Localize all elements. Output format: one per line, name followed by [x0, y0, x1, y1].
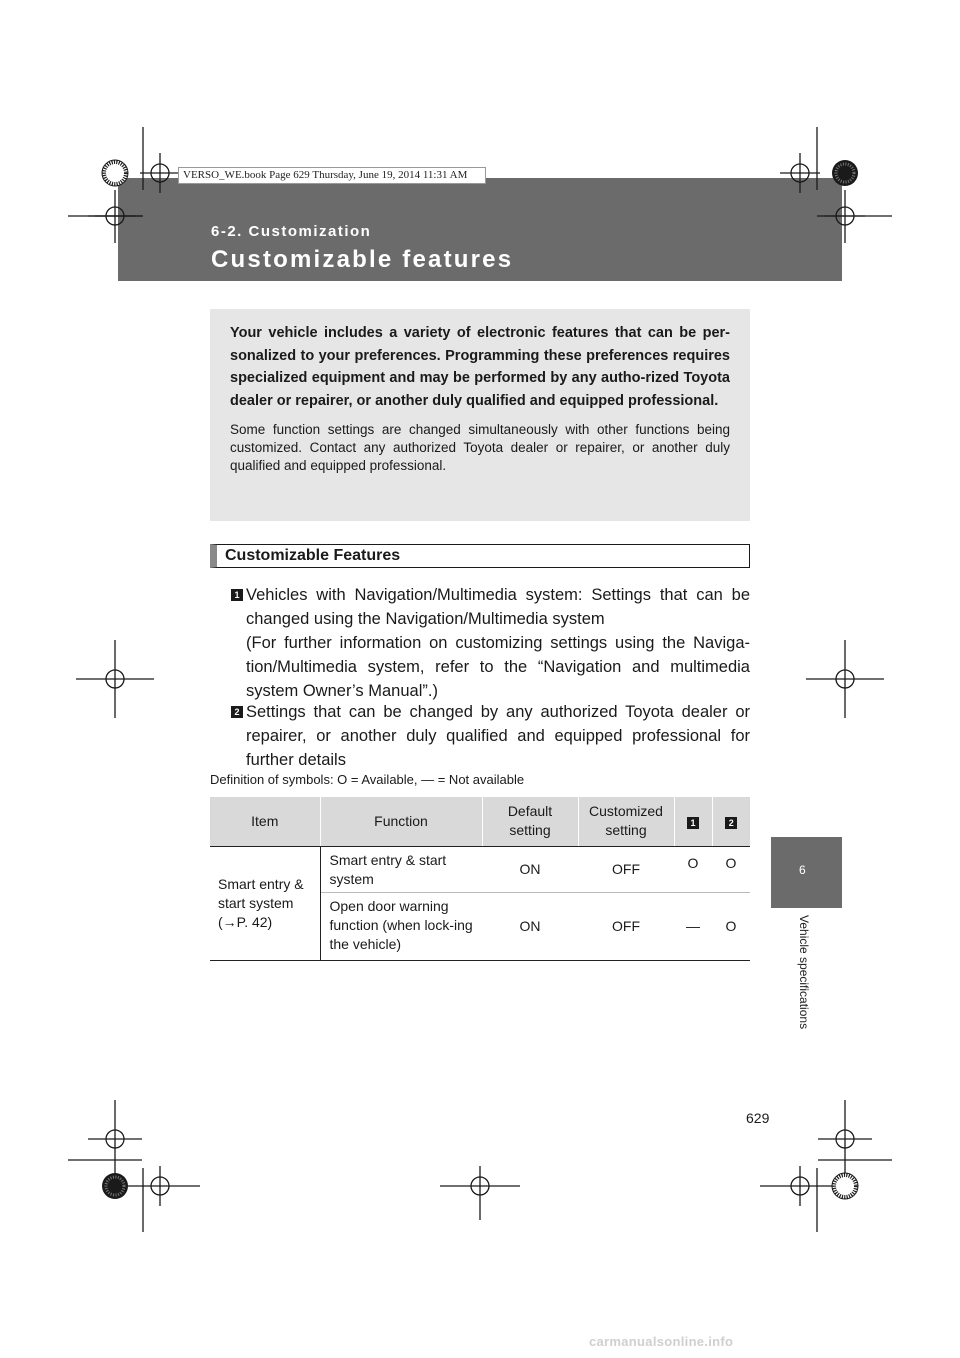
cell-col1: —	[674, 892, 712, 960]
header-col1	[674, 797, 712, 846]
features-table	[210, 797, 750, 961]
legend-text: Settings that can be changed by any authorized Toyota dealer or repairer, or another duly qualified and equipped professional for further details	[246, 703, 750, 769]
cell-default: ON	[482, 846, 578, 892]
section-label: 6-2. Customization	[211, 223, 372, 240]
header-col2	[712, 797, 750, 846]
header-customized: Customized setting	[578, 797, 674, 846]
cell-col2: O	[712, 846, 750, 892]
table-row	[210, 846, 750, 892]
header-item: Item	[210, 797, 320, 846]
cell-col1: O	[674, 846, 712, 892]
cell-function: Smart entry & start system	[320, 846, 482, 892]
badge-2-icon: 2	[231, 706, 243, 718]
page-number: 629	[746, 1110, 770, 1126]
table-header-row	[210, 797, 750, 846]
legend-text: Vehicles with Navigation/Multimedia system: Settings that can be changed using the Navigation/Multimedia system	[246, 586, 750, 628]
badge-2-icon: 2	[725, 817, 737, 829]
badge-1-icon: 1	[687, 817, 699, 829]
header-function: Function	[320, 797, 482, 846]
section-heading: Customizable Features	[210, 544, 750, 568]
cell-col2: O	[712, 892, 750, 960]
chapter-label: Vehicle specifications	[797, 915, 811, 1030]
intro-note-text: Some function settings are changed simultaneously with other functions being customized. Contact any authorized Toyota dealer or repairer, or another duly qualified and equipped professional.	[230, 422, 730, 473]
page-title: Customizable features	[211, 246, 514, 273]
badge-1-icon: 1	[231, 589, 243, 601]
cell-default: ON	[482, 892, 578, 960]
intro-bold-text: Your vehicle includes a variety of electronic features that can be per-sonalized to your preferences. Programming these preferences requires specialized equipment and may be performed by any autho-rized Toyota dealer or repairer, or another duly qualified and equipped professional.	[230, 325, 730, 409]
legend-note: (For further information on customizing settings using the Naviga-tion/Multimedia system, refer to the “Navigation and multimedia system Owner’s Manual”.)	[246, 634, 750, 700]
cell-customized: OFF	[578, 892, 674, 960]
header-default: Default setting	[482, 797, 578, 846]
page-header	[118, 178, 842, 281]
symbol-definitions: Definition of symbols: O = Available, — = Not available	[210, 772, 525, 787]
intro-box	[210, 309, 750, 521]
chapter-number: 6	[799, 863, 806, 877]
legend-item	[231, 700, 750, 772]
watermark: carmanualsonline.info	[589, 1334, 734, 1349]
cell-customized: OFF	[578, 846, 674, 892]
chapter-tab	[771, 837, 842, 908]
legend-item	[231, 583, 750, 703]
cell-item: Smart entry & start system (→P. 42)	[210, 846, 320, 960]
cell-function: Open door warning function (when lock-ing the vehicle)	[320, 892, 482, 960]
print-stamp: VERSO_WE.book Page 629 Thursday, June 19, 2014 11:31 AM	[178, 167, 486, 184]
